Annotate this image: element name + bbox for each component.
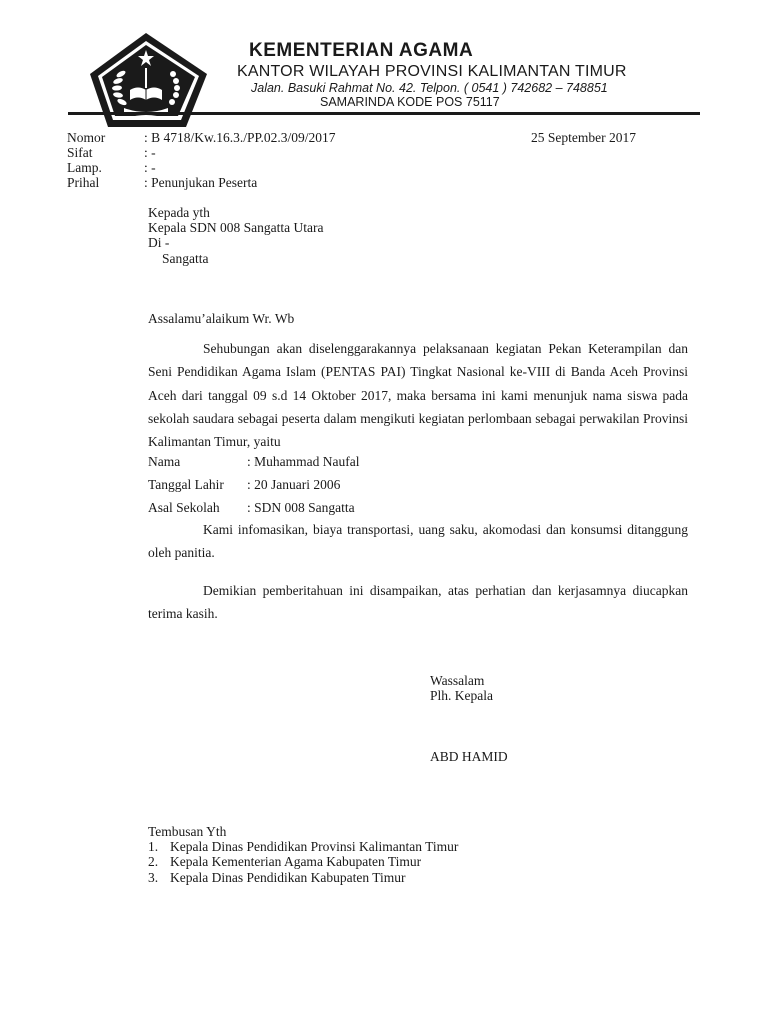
participant-label-school: Asal Sekolah	[148, 500, 220, 515]
body-paragraph-2: Kami infomasikan, biaya transportasi, uang saku, akomodasi dan konsumsi ditanggung oleh panitia.	[148, 522, 688, 561]
greeting: Assalamu’alaikum Wr. Wb	[148, 311, 295, 326]
recipient-salutation: Kepada yth	[148, 205, 210, 220]
recipient-city: Sangatta	[162, 251, 209, 266]
meta-label-nomor: Nomor	[67, 130, 106, 145]
body-paragraph-3: Demikian pemberitahuan ini disampaikan, atas perhatian dan kerjasamnya diucapkan terima kasih.	[148, 583, 688, 622]
cc-item-number: 3.	[148, 870, 159, 885]
participant-value-name: : Muhammad Naufal	[247, 454, 360, 469]
letterhead-divider	[68, 112, 700, 115]
cc-item-number: 1.	[148, 839, 159, 854]
meta-value-sifat: : -	[144, 145, 156, 160]
cc-item: Kepala Dinas Pendidikan Provinsi Kalimantan Timur	[170, 839, 459, 854]
ministry-name: KEMENTERIAN AGAMA	[249, 40, 474, 61]
cc-item-number: 2.	[148, 854, 159, 869]
office-name: KANTOR WILAYAH PROVINSI KALIMANTAN TIMUR	[237, 63, 627, 80]
participant-value-school: : SDN 008 Sangatta	[247, 500, 355, 515]
signer-name: ABD HAMID	[430, 749, 508, 764]
office-city: SAMARINDA KODE POS 75117	[320, 95, 500, 109]
meta-value-nomor: : B 4718/Kw.16.3./PP.02.3/09/2017	[144, 130, 336, 145]
recipient-di: Di -	[148, 235, 170, 250]
recipient-name: Kepala SDN 008 Sangatta Utara	[148, 220, 324, 235]
ministry-emblem-icon	[88, 30, 212, 130]
closing-wassalam: Wassalam	[430, 673, 485, 688]
participant-label-birthdate: Tanggal Lahir	[148, 477, 224, 492]
cc-item: Kepala Dinas Pendidikan Kabupaten Timur	[170, 870, 406, 885]
cc-item: Kepala Kementerian Agama Kabupaten Timur	[170, 854, 422, 869]
cc-title: Tembusan Yth	[148, 824, 227, 839]
meta-value-prihal: : Penunjukan Peserta	[144, 175, 258, 190]
meta-label-lamp: Lamp.	[67, 160, 102, 175]
meta-value-lamp: : -	[144, 160, 156, 175]
body-paragraph-1: Sehubungan akan diselenggarakannya pelaksanaan kegiatan Pekan Keterampilan dan Seni Pendidikan Agama Islam (PENTAS PAI) Tingkat Nasional ke-VIII di Banda Aceh Provinsi Aceh dari tanggal 09 s.d 14 Oktober 2017, maka bersama ini kami menunjuk nama siswa pada sekolah saudara sebagai peserta dalam mengikuti kegiatan perlombaan sebagai perwakilan Provinsi Kalimantan Timur, yaitu	[148, 341, 688, 450]
letter-date: 25 September 2017	[531, 130, 636, 145]
meta-label-sifat: Sifat	[67, 145, 93, 160]
participant-value-birthdate: : 20 Januari 2006	[247, 477, 341, 492]
signer-position: Plh. Kepala	[430, 688, 493, 703]
participant-label-name: Nama	[148, 454, 181, 469]
meta-label-prihal: Prihal	[67, 175, 100, 190]
office-address: Jalan. Basuki Rahmat No. 42. Telpon. ( 0541 ) 742682 – 748851	[251, 81, 608, 95]
